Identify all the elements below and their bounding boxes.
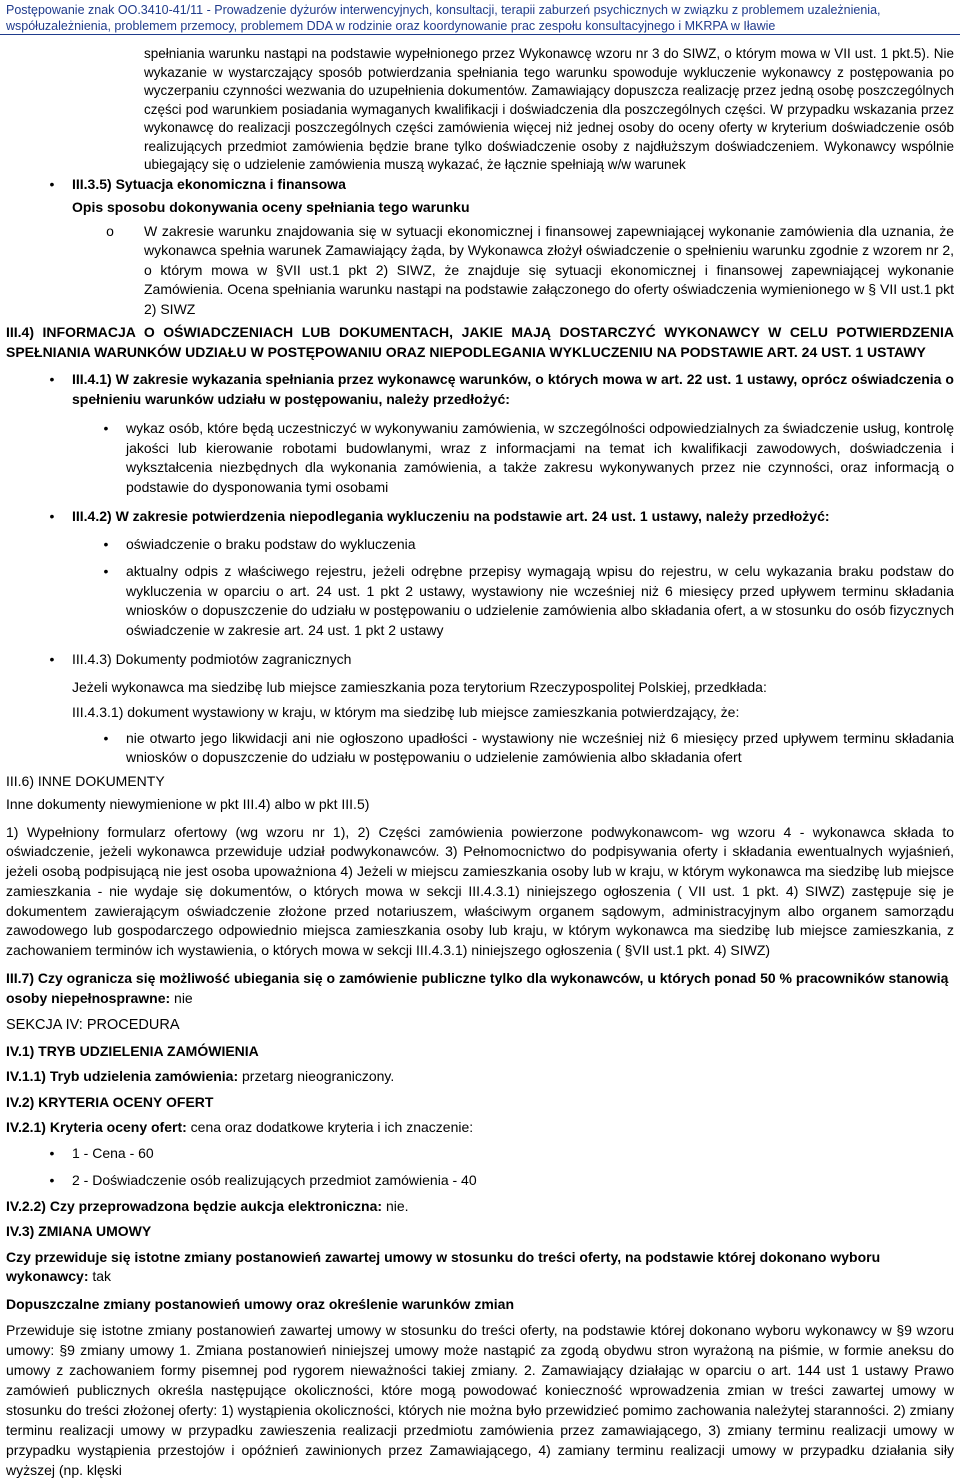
s41-title: III.4.1) W zakresie wykazania spełniania przez wykonawcę warunków, o których mowa w art. 22 ust. 1 ustawy, oprócz oświadczenia o spełnieniu warunków udziału w postępowaniu, należy przedłożyć:	[72, 371, 954, 407]
iv21-value: cena oraz dodatkowe kryteria i ich znaczenie:	[190, 1119, 474, 1136]
iv21-label: IV.2.1) Kryteria oceny ofert:	[6, 1119, 187, 1136]
s35-detail	[106, 222, 954, 320]
s41-subitem	[103, 419, 954, 497]
s43-line-2: III.4.3.1) dokument wystawiony w kraju, w którym ma siedzibę lub miejsce zamieszkania potwierdzający, że:	[72, 704, 740, 720]
s43-subitem	[103, 729, 954, 768]
s7-label: III.7) Czy ogranicza się możliwość ubiegania się o zamówienie publiczne tylko dla wykonawców, u których ponad 50 % pracowników stanowią osoby niepełnosprawne:	[6, 970, 949, 1006]
bullet-icon: •	[103, 420, 109, 436]
s42-sublist	[103, 535, 954, 641]
criteria-item-2-text: 2 - Doświadczenie osób realizujących przedmiot zamówienia - 40	[72, 1172, 477, 1189]
section-iv-title: SEKCJA IV: PROCEDURA	[6, 1017, 180, 1034]
top-paragraph: spełniania warunku nastąpi na podstawie wypełnionego przez Wykonawcę wzoru nr 3 do SIWZ, o którym mowa w VII ust. 1 pkt.5). Nie wykazanie w wystarczający sposób potwierdzania spełniania tego warunku spowoduje wykluczenie wykonawcy z postępowania po wyczerpaniu czynności wezwania do uzupełnienia dokumentów. Zamawiający dopuszcza realizację przez jedną osobę poszczególnych części pod warunkiem posiadania wymaganych kwalifikacji i doświadczenia dla poszczególnych części. W przypadku wskazania przez wykonawcę do realizacji poszczególnych części zamówienia więcej niż jednej osoby do oceny oferty w kryterium doświadczenie osób realizujących przedmiot zamówienia będzie brane tylko doświadczenie osoby z najdłuższym doświadczeniem. Wykonawcy wspólnie ubiegający się o udzielenie zamówienia muszą wykazać, że łącznie spełniają w/w warunek	[144, 46, 954, 172]
iv11-value: przetarg nieograniczony.	[242, 1068, 395, 1085]
iv3-title: IV.3) ZMIANA UMOWY	[6, 1223, 152, 1240]
criteria-list	[49, 1144, 954, 1191]
s42-subitem-2	[103, 562, 954, 640]
iv1-title: IV.1) TRYB UDZIELENIA ZAMÓWIENIA	[6, 1042, 259, 1059]
bullet-icon: •	[49, 371, 55, 387]
s43-item	[49, 650, 954, 670]
s43-title: III.4.3) Dokumenty podmiotów zagranicznych	[72, 651, 352, 667]
s7-question	[6, 969, 954, 1008]
header-line-2: współuzależnienia, problemem przemocy, problemem DDA w rodzinie oraz koordynowanie prac zespołu konsultacyjnego i MKRPA w Iławie	[6, 19, 776, 33]
s43-item-text: nie otwarto jego likwidacji ani nie ogłoszono upadłości - wystawiony nie wcześniej niż 6 miesięcy przed upływem terminu składania wniosków o dopuszczenie do udziału w postępowaniu o udzielenie zamówienia albo składania ofert	[126, 729, 954, 765]
bullet-icon: •	[49, 1144, 55, 1161]
s42-subitem-1	[103, 535, 954, 555]
s6-text: 1) Wypełniony formularz ofertowy (wg wzoru nr 1), 2) Części zamówienia powierzone podwykonawcom- wg wzoru 4 - wykonawca składa to oświadczenie, jeżeli wykonawca przewiduje udział podwykonawców. 3) Pełnomocnictwo do podpisywania oferty i składania ewentualnych wyjaśnień, jeżeli osobą podpisującą nie jest osoba upoważniona 4) Jeżeli w miejscu zamieszkania osoby lub w kraju, w którym wykonawca ma siedzibę lub miejsce zamieszkania - nie wydaje się dokumentów, o których mowa w sekcji III.4.3.1) niniejszego ogłoszenia ( VII ust. 1 pkt. 4) SIWZ) zastępuje się je dokumentem zawierającym oświadczenie złożone przed notariuszem, właściwym organem sądowym, administracyjnym albo organem samorządu zawodowego lub gospodarczego odpowiednio miejsca zamieszkania osoby lub kraju, w którym wykonawca ma siedzibę lub miejsce zamieszkania, z zachowaniem terminów ich wystawienia, o których mowa w sekcji III.4.3.1) niniejszego ogłoszenia ( §VII ust.1 pkt. 4) SIWZ)	[6, 823, 954, 959]
s35-list	[49, 175, 954, 195]
s4-heading: III.4) INFORMACJA O OŚWIADCZENIACH LUB DOKUMENTACH, JAKIE MAJĄ DOSTARCZYĆ WYKONAWCY W CELU POTWIERDZENIA SPEŁNIANIA WARUNKÓW UDZIAŁU W POSTĘPOWANIU ORAZ NIEPODLEGANIA WYKLUCZENIU NA PODSTAWIE ART. 24 UST. 1 USTAWY	[6, 324, 954, 360]
s7-value: nie	[174, 989, 193, 1006]
s42-list	[49, 507, 954, 527]
s43-list	[49, 650, 954, 670]
s35-detail-list	[106, 222, 954, 320]
s43-sublist	[103, 729, 954, 768]
bullet-icon: •	[49, 175, 55, 192]
bullet-icon: •	[103, 563, 109, 579]
s41-item	[49, 370, 954, 409]
iv2-title: IV.2) KRYTERIA OCENY OFERT	[6, 1093, 214, 1110]
iv21-line	[6, 1118, 954, 1138]
iv3-question-label: Czy przewiduje się istotne zmiany postanowień zawartej umowy w stosunku do treści oferty, na podstawie której dokonano wyboru wykonawcy:	[6, 1248, 881, 1285]
s35-item	[49, 175, 954, 195]
criteria-item-1	[49, 1144, 954, 1164]
s6-title: III.6) INNE DOKUMENTY	[6, 772, 165, 789]
iv22-value: nie.	[385, 1197, 409, 1214]
bullet-icon: •	[103, 729, 109, 746]
s35-subtitle: Opis sposobu dokonywania oceny spełniania tego warunku	[72, 199, 470, 215]
document-body	[0, 45, 960, 1480]
s43-line-1: Jeżeli wykonawca ma siedzibę lub miejsce zamieszkania poza terytorium Rzeczypospolitej Polskiej, przedkłada:	[72, 678, 767, 695]
iv3-question-value: tak	[92, 1268, 112, 1285]
bullet-icon: •	[49, 1172, 55, 1189]
iv3-subtitle: Dopuszczalne zmiany postanowień umowy oraz określenie warunków zmian	[6, 1295, 515, 1312]
iv3-text: Przewiduje się istotne zmiany postanowień zawartej umowy w stosunku do treści oferty, na podstawie której dokonano wyboru wykonawcy w §9 wzoru umowy: §9 zmiany umowy 1. Zmiana postanowień niniejszej umowy może nastąpić za zgodą obydwu stron wyrażoną na piśmie, w formie aneksu do umowy z zachowaniem formy pisemnej pod rygorem nieważności takiej zmiany. 2. Zamawiający działając w oparciu o art. 144 ust 1 ustawy Prawo zamówień publicznych określa następujące okoliczności, które mogą powodować konieczność wprowadzenia zmian w treści zawartej umowy w stosunku do treści złożonej oferty: 1) wystąpienia okoliczności, których nie można było przewidzieć pomimo zachowania należytej staranności. 2) zmiany terminu realizacji umowy w przypadku zawieszenia realizacji przedmiotu zamówienia przez zamawiającego, 3) zmiany terminu realizacji umowy w przypadku wystąpienia przestojów i opóźnień zawinionych przez Zamawiającego, 4) zamiany terminu realizacji umowy w przypadku działania siły wyższej (np. klęski	[6, 1322, 954, 1479]
iv11-label: IV.1.1) Tryb udzielenia zamówienia:	[6, 1068, 239, 1085]
s41-sublist	[103, 419, 954, 497]
criteria-item-2	[49, 1171, 954, 1191]
iv11-line	[6, 1067, 954, 1087]
iv22-line	[6, 1197, 954, 1217]
s41-item-text: wykaz osób, które będą uczestniczyć w wykonywaniu zamówienia, w szczególności odpowiedzialnych za świadczenie usług, kontrolę jakości lub kierowanie robotami budowlanymi, wraz z informacjami na temat ich kwalifikacji zawodowych, doświadczenia i wykształcenia niezbędnych dla wykonania zamówienia, a także zakresu wykonywanych przez nie czynności, oraz informacją o podstawie do dysponowania tymi osobami	[126, 420, 954, 495]
bullet-icon: •	[49, 508, 55, 524]
s41-list	[49, 370, 954, 409]
s42-item	[49, 507, 954, 527]
iv22-label: IV.2.2) Czy przeprowadzona będzie aukcja elektroniczna:	[6, 1197, 383, 1214]
s6-subtitle: Inne dokumenty niewymienione w pkt III.4) albo w pkt III.5)	[6, 796, 370, 812]
s35-text: W zakresie warunku znajdowania się w sytuacji ekonomicznej i finansowej zapewniającej wykonanie zamówienia dla uznania, że wykonawca spełnia warunek Zamawiający żąda, by Wykonawca złożył oświadczenie o spełnieniu warunku zgodnie z wzorem nr 2, o którym mowa w §VII ust.1 pkt 2) SIWZ, że znajduje się sytuacji ekonomicznej i finansowej zapewniającej wykonanie Zamówienia. Ocena spełniania warunku nastąpi na podstawie załączonego do oferty oświadczenia wymienionego w § VII ust.1 pkt 2) SIWZ	[144, 222, 954, 317]
circle-bullet-icon: o	[106, 222, 114, 239]
bullet-icon: •	[49, 651, 55, 667]
bullet-icon: •	[103, 535, 109, 552]
criteria-item-1-text: 1 - Cena - 60	[72, 1144, 154, 1161]
header-line-1: Postępowanie znak OO.3410-41/11 - Prowadzenie dyżurów interwencyjnych, konsultacji, terapii zaburzeń psychicznych w związku z problemem uzależnienia,	[6, 3, 881, 17]
s42-item-1-text: oświadczenie o braku podstaw do wykluczenia	[126, 535, 416, 552]
s35-title: III.3.5) Sytuacja ekonomiczna i finansowa	[72, 175, 346, 192]
s42-title: III.4.2) W zakresie potwierdzenia niepodlegania wykluczeniu na podstawie art. 24 ust. 1 ustawy, należy przedłożyć:	[72, 508, 830, 524]
s42-item-2-text: aktualny odpis z właściwego rejestru, jeżeli odrębne przepisy wymagają wpisu do rejestru, w celu wykazania braku podstaw do wykluczenia w oparciu o art. 24 ust. 1 pkt 2 ustawy, wystawiony nie wcześniej niż 6 miesięcy przed upływem terminu składania wniosków o dopuszczenie do udziału w postępowaniu o udzielenie zamówienia albo składania ofert, a w stosunku do osób fizycznych oświadczenie w zakresie art. 24 ust. 1 pkt 2 ustawy	[126, 563, 954, 638]
page-header	[0, 0, 960, 35]
iv3-question	[6, 1248, 954, 1287]
